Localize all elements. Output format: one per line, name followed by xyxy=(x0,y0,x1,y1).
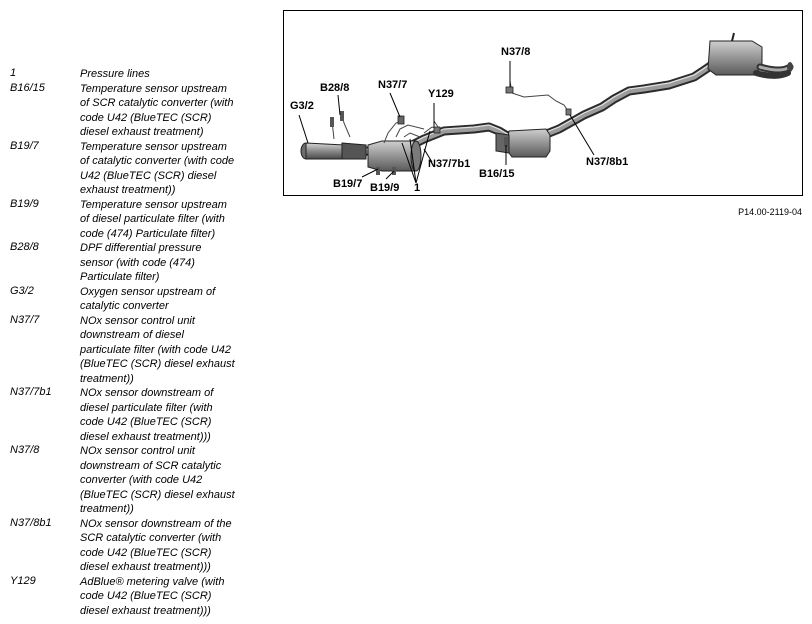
exhaust-system-drawing xyxy=(284,11,804,197)
legend-code: B19/7 xyxy=(10,139,39,152)
legend-description-line: code U42 (BlueTEC (SCR) xyxy=(80,416,212,428)
legend-description-line: downstream of SCR catalytic xyxy=(80,459,222,472)
callout-g3-2: G3/2 xyxy=(290,100,314,112)
legend-code: N37/7b1 xyxy=(10,386,52,398)
legend-description-line: treatment)) xyxy=(80,503,134,515)
legend-description xyxy=(80,575,260,619)
legend-description-line: sensor (with code (474) xyxy=(80,256,195,269)
legend-description-line: Particulate filter) xyxy=(80,271,160,283)
callout-n37-7b1: N37/7b1 xyxy=(428,158,471,170)
legend-description-line: diesel particulate filter (with xyxy=(80,401,213,414)
legend-description xyxy=(80,444,260,517)
callout-y129: Y129 xyxy=(428,88,454,100)
legend-description xyxy=(80,82,260,140)
legend-description-line: catalytic converter xyxy=(80,300,169,312)
legend-description-line: treatment)) xyxy=(80,372,134,385)
legend-code: B19/9 xyxy=(10,197,39,210)
legend-description xyxy=(80,517,260,575)
legend-description-line: Temperature sensor upstream xyxy=(80,198,227,211)
legend-description-line: Oxygen sensor upstream of xyxy=(80,285,216,298)
legend-description-line: (BlueTEC (SCR) diesel exhaust xyxy=(80,358,235,370)
callout-n37-8b1: N37/8b1 xyxy=(586,156,629,168)
legend-description-line: NOx sensor downstream of xyxy=(80,387,214,399)
legend-description-line: (BlueTEC (SCR) diesel exhaust xyxy=(80,488,235,501)
legend-description-line: Temperature sensor upstream xyxy=(80,82,227,95)
legend-description-line: Temperature sensor upstream xyxy=(80,140,227,153)
legend-description xyxy=(80,314,260,387)
legend-code: N37/7 xyxy=(10,313,40,326)
legend-description-line: NOx sensor downstream of the xyxy=(80,517,232,530)
legend-description-line: code U42 (BlueTEC (SCR) xyxy=(80,590,212,602)
legend-description-line: AdBlue® metering valve (with xyxy=(80,575,225,588)
legend-description-line: diesel exhaust treatment))) xyxy=(80,561,211,573)
legend-description-line: diesel exhaust treatment))) xyxy=(80,430,211,443)
legend-description-line: code U42 (BlueTEC (SCR) xyxy=(80,111,212,124)
legend-code: N37/8 xyxy=(10,444,40,456)
legend-description-line: code U42 (BlueTEC (SCR) xyxy=(80,546,212,559)
legend-description-line: SCR catalytic converter (with xyxy=(80,532,222,544)
figure-code: P14.00-2119-04 xyxy=(738,207,802,217)
legend-description-line: of SCR catalytic converter (with xyxy=(80,97,234,109)
particulate-filter xyxy=(368,141,421,171)
callout-pressure-lines: 1 xyxy=(414,182,421,194)
legend-description-line: particulate filter (with code U42 xyxy=(80,343,232,356)
legend-description xyxy=(80,386,260,444)
legend-description-line: NOx sensor control unit xyxy=(80,445,195,457)
legend-code: G3/2 xyxy=(10,284,34,297)
callout-b19-9: B19/9 xyxy=(370,182,400,194)
callout-n37-8: N37/8 xyxy=(501,46,531,58)
legend-description xyxy=(80,198,260,242)
legend-code: 1 xyxy=(10,67,17,79)
legend-description-line: diesel exhaust treatment))) xyxy=(80,604,211,617)
legend-description-line: of diesel particulate filter (with xyxy=(80,213,225,225)
legend-description-line: diesel exhaust treatment) xyxy=(80,126,204,138)
rear-silencer xyxy=(708,33,793,76)
legend-description xyxy=(80,241,260,285)
callout-b19-7: B19/7 xyxy=(333,178,363,190)
legend-description-line: DPF differential pressure xyxy=(80,242,202,254)
legend-description-line: Pressure lines xyxy=(80,68,150,80)
exhaust-system-figure xyxy=(283,10,803,196)
legend-description-line: exhaust treatment)) xyxy=(80,184,176,196)
callout-b28-8: B28/8 xyxy=(320,82,350,94)
legend-description-line: code (474) Particulate filter) xyxy=(80,227,216,240)
front-pipe-inlet xyxy=(301,143,366,159)
legend-description-line: of catalytic converter (with code xyxy=(80,155,235,167)
legend-code: N37/8b1 xyxy=(10,516,52,529)
legend xyxy=(0,0,270,624)
legend-description-line: U42 (BlueTEC (SCR) diesel xyxy=(80,169,217,182)
legend-description xyxy=(80,140,260,198)
legend-code: B16/15 xyxy=(10,81,45,94)
callout-n37-7: N37/7 xyxy=(378,79,408,91)
callout-b16-15: B16/15 xyxy=(479,168,515,180)
legend-code: B28/8 xyxy=(10,241,39,253)
legend-description xyxy=(80,67,260,82)
legend-description-line: downstream of diesel xyxy=(80,329,184,341)
legend-description-line: converter (with code U42 xyxy=(80,474,203,486)
legend-description-line: NOx sensor control unit xyxy=(80,314,195,327)
legend-description xyxy=(80,285,260,314)
legend-code: Y129 xyxy=(10,574,36,587)
